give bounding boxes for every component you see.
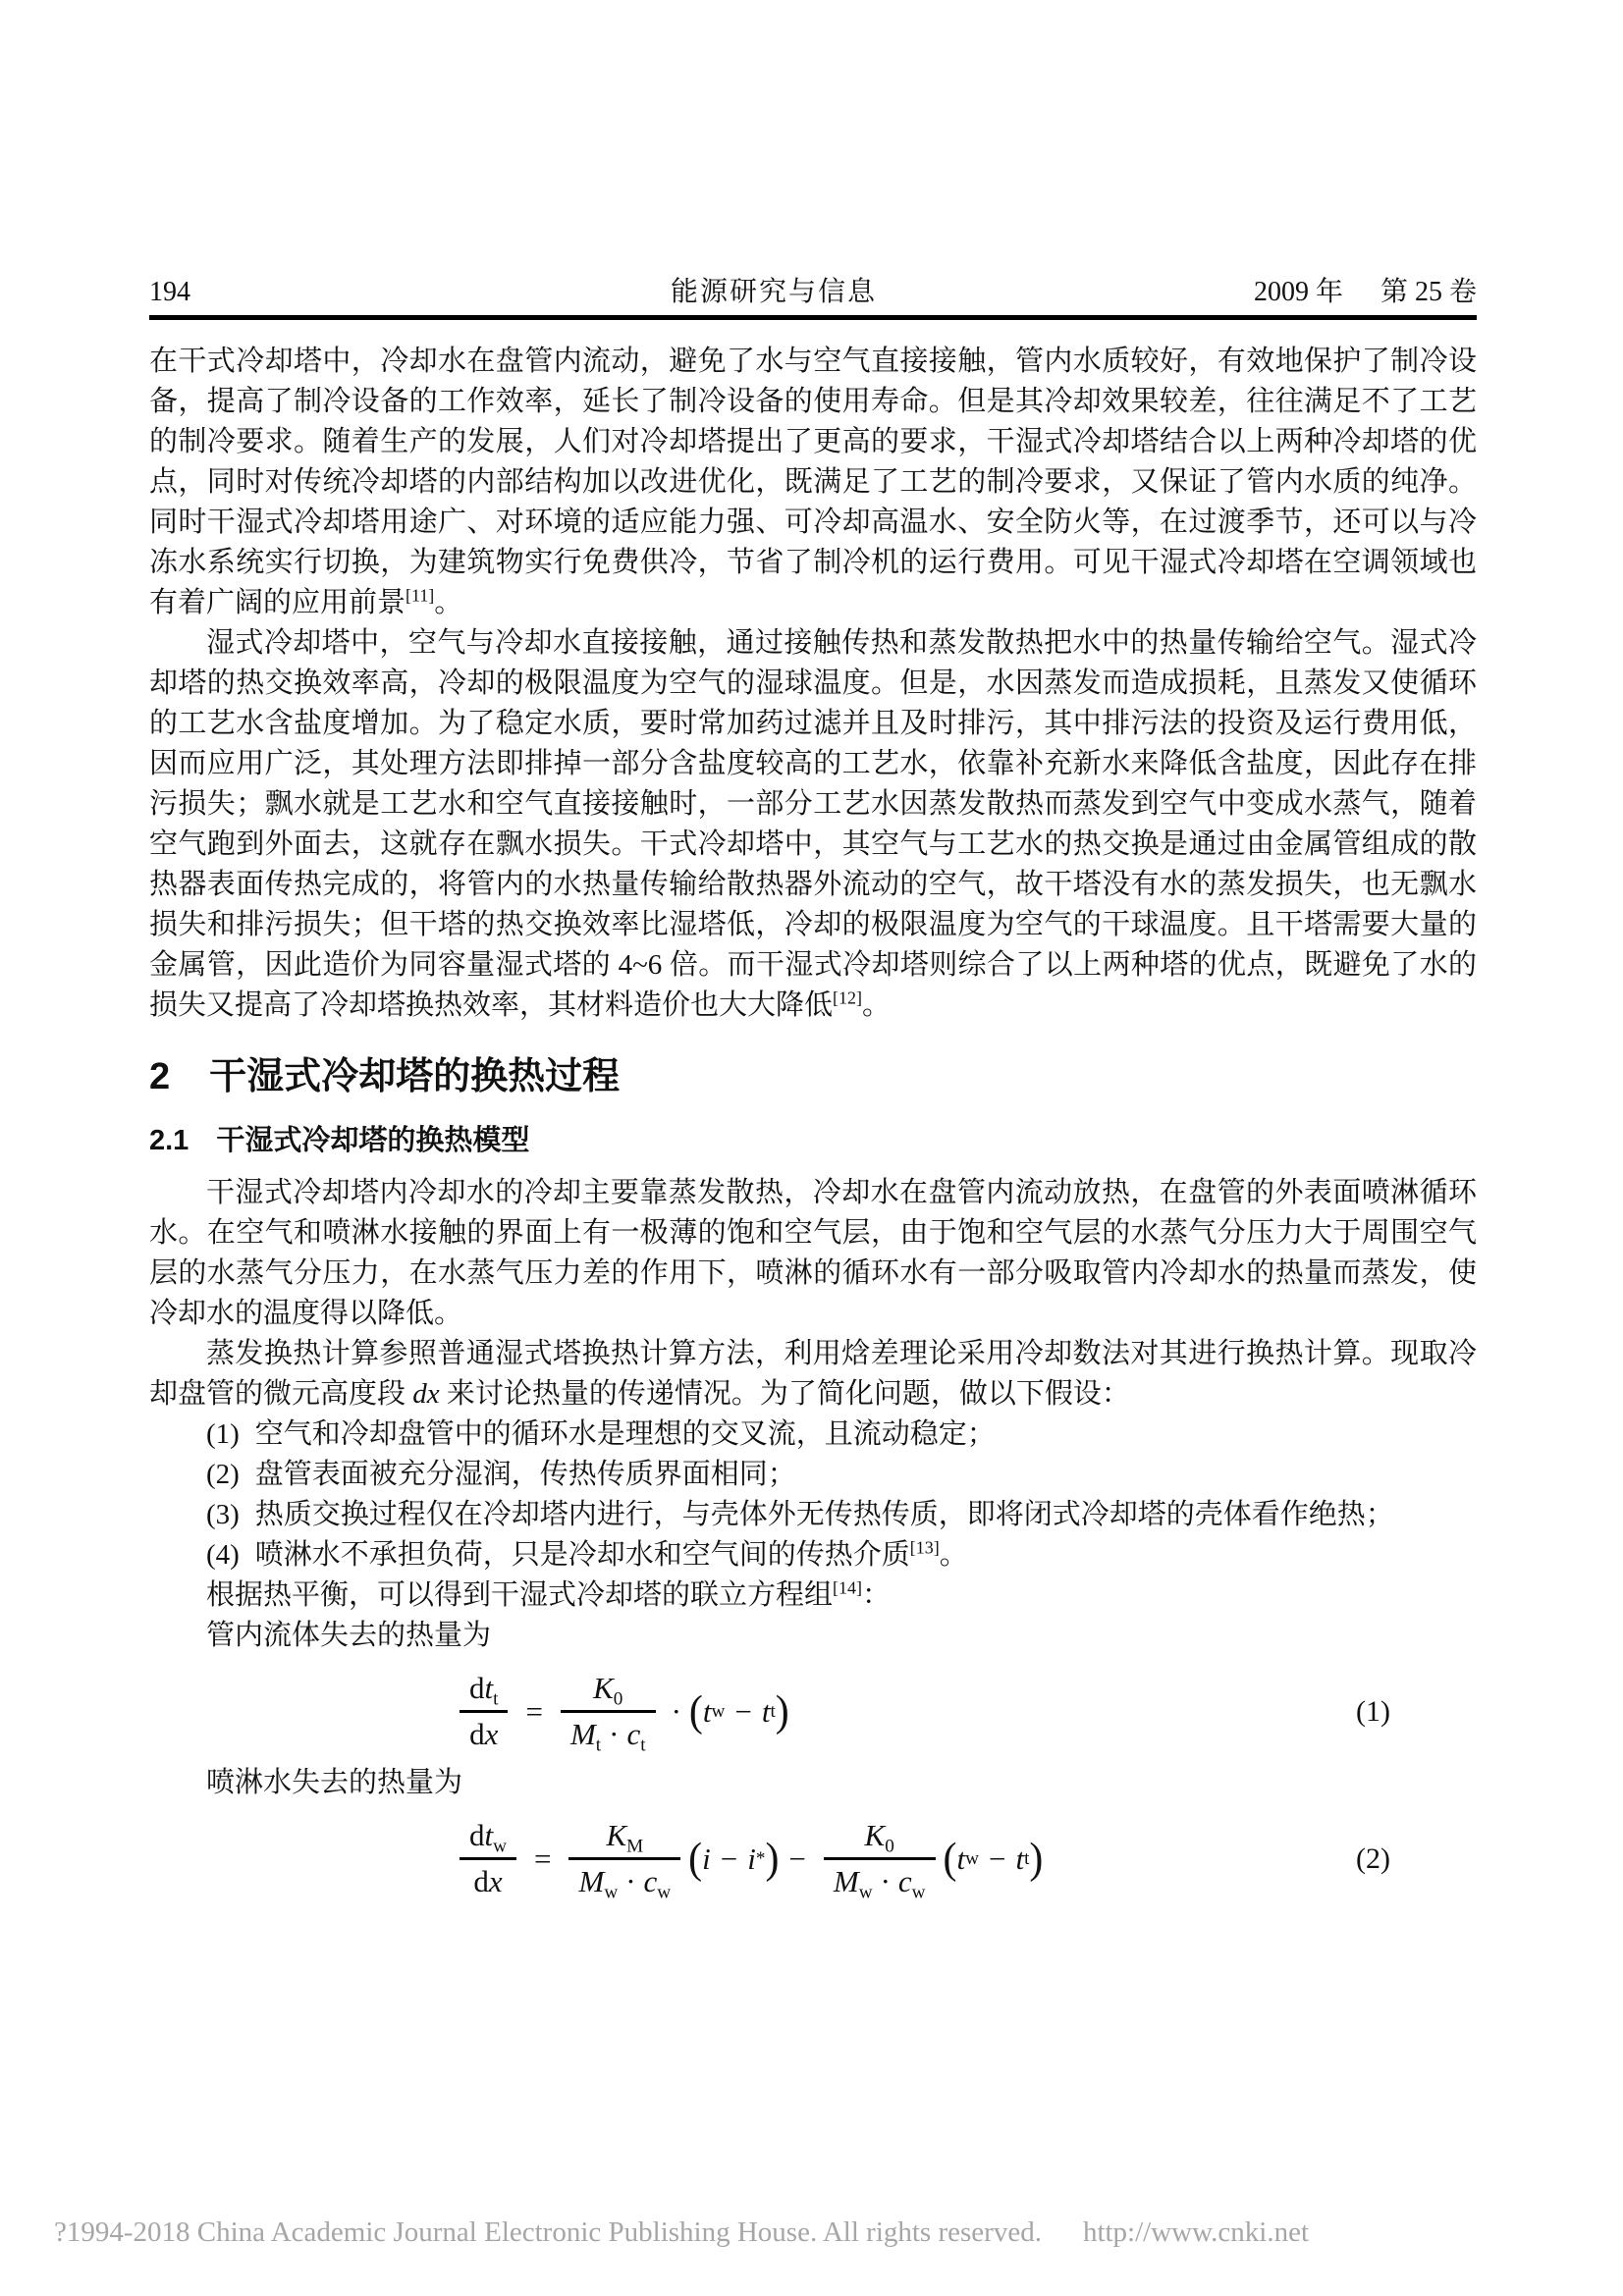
equation-2-number: (2) (1356, 1842, 1390, 1876)
page-content (149, 278, 1477, 1910)
eq-term: d (473, 1864, 489, 1899)
left-paren: ( (688, 1835, 703, 1883)
minus-sign: − (788, 1841, 806, 1876)
right-paren: ) (775, 1687, 789, 1735)
paragraph-text: 蒸发换热计算参照普通湿式塔换热计算方法，利用焓差理论采用冷却数法对其进行换热计算。现取冷却盘管的微元高度段 (149, 1338, 1477, 1410)
assumption-item-4 (149, 1535, 1477, 1575)
minus-sign: − (720, 1841, 738, 1876)
eq-subscript: w (493, 1836, 507, 1857)
eq-subscript: t (595, 1735, 602, 1756)
fraction-km-mwcw (568, 1817, 680, 1903)
list-text: 空气和冷却盘管中的循环水是理想的交叉流，且流动稳定； (254, 1418, 996, 1450)
journal-title: 能源研究与信息 (670, 277, 877, 307)
list-text: 。 (939, 1539, 968, 1571)
article-body (149, 342, 1477, 1903)
paragraph-eq1-intro (149, 1616, 1477, 1656)
eq-term: t (1015, 1841, 1025, 1876)
paragraph-text: 在干式冷却塔中，冷却水在盘管内流动，避免了水与空气直接接触，管内水质较好，有效地保护了制冷设备，提高了制冷设备的工作效率，延长了制冷设备的使用寿命。但是其冷却效果较差，往往满足不了工艺的制冷要求。随着生产的发展，人们对冷却塔提出了更高的要求，干湿式冷却塔结合以上两种冷却塔的优点，同时对传统冷却塔的内部结构加以改进优化，既满足了工艺的制冷要求，又保证了管内水质的纯净。同时干湿式冷却塔用途广、对环境的适应能力强、可冷却高温水、安全防火等，在过渡季节，还可以与冷冻水系统实行切换，为建筑物实行免费供冷，节省了制冷机的运行费用。可见干湿式冷却塔在空调领域也有着广阔的应用前景 (149, 346, 1477, 618)
paragraph-heat-balance (149, 1575, 1477, 1616)
reference-mark-12: [12] (833, 988, 862, 1008)
minus-sign: − (988, 1841, 1006, 1876)
fraction-dtt-dx (460, 1670, 508, 1753)
paragraph-text: ： (861, 1579, 891, 1611)
equation-1 (149, 1670, 1477, 1756)
running-header (149, 278, 1477, 307)
cnki-footer (54, 2216, 1309, 2249)
equals-sign: = (534, 1841, 552, 1876)
multiply-dot: · (625, 1864, 636, 1899)
variable-dx: dx (412, 1378, 440, 1410)
eq-subscript: t (640, 1735, 646, 1756)
list-text: 喷淋水不承担负荷，只是冷却水和空气间的传热介质 (254, 1539, 910, 1571)
page-number: 194 (149, 277, 190, 307)
eq-term: t (761, 1693, 771, 1729)
list-label: (4) (206, 1539, 240, 1571)
eq-term: M (833, 1864, 859, 1899)
fraction-k0-mtct (561, 1670, 656, 1756)
eq-term: t (702, 1693, 712, 1729)
eq-term: t (484, 1671, 494, 1705)
section-heading (149, 1055, 1477, 1098)
subsection-heading (149, 1124, 1477, 1157)
paragraph-text: 根据热平衡，可以得到干湿式冷却塔的联立方程组 (206, 1579, 834, 1611)
section-number: 2 (149, 1056, 171, 1097)
eq-subscript: 0 (885, 1836, 894, 1857)
eq-subscript: M (626, 1836, 644, 1857)
paragraph-calculation (149, 1334, 1477, 1415)
equation-2 (149, 1817, 1477, 1903)
eq-term: M (569, 1717, 596, 1752)
paragraph-dry-tower (149, 342, 1477, 623)
copyright-text: ?1994-2018 China Academic Journal Electronic Publishing House. All rights reserved. (54, 2216, 1042, 2248)
paragraph-text: 来讨论热量的传递情况。为了简化问题，做以下假设： (439, 1378, 1130, 1410)
right-paren: ) (1029, 1835, 1044, 1883)
paragraph-text: 喷淋水失去的热量为 (206, 1767, 463, 1799)
eq-term: M (578, 1864, 605, 1899)
assumption-item-2 (149, 1455, 1477, 1495)
eq-subscript: w (657, 1883, 672, 1903)
eq-term: d (469, 1717, 485, 1752)
fraction-k0-mwcw (824, 1817, 936, 1903)
list-text: 热质交换过程仅在冷却塔内进行，与壳体外无传热传质，即将闭式冷却塔的壳体看作绝热； (254, 1499, 1394, 1530)
assumption-item-1 (149, 1415, 1477, 1455)
header-rule (149, 315, 1477, 320)
right-paren: ) (765, 1835, 780, 1883)
issue-volume: 第 25 卷 (1380, 277, 1477, 307)
section-title: 干湿式冷却塔的换热过程 (209, 1056, 621, 1097)
paragraph-eq2-intro (149, 1763, 1477, 1803)
subsection-title: 干湿式冷却塔的换热模型 (216, 1125, 530, 1156)
list-text: 盘管表面被充分湿润，传热传质界面相同； (254, 1459, 796, 1490)
paragraph-text: 。 (861, 989, 891, 1021)
subsection-number: 2.1 (149, 1125, 189, 1156)
fraction-dtw-dx (460, 1817, 516, 1900)
reference-mark-11: [11] (406, 585, 435, 606)
assumption-item-3 (149, 1495, 1477, 1535)
list-label: (2) (206, 1459, 240, 1490)
eq-term: K (593, 1671, 614, 1705)
equals-sign: = (525, 1693, 543, 1729)
multiply-dot: · (609, 1717, 620, 1752)
paragraph-wet-tower (149, 623, 1477, 1026)
equation-2-expression: $\frac{dt_w}{dx}$ = $\frac{K_M}{M_w \cdot c_w}$ ( i − i * ) − $\frac{K_0}{M_w \cdot c_w}$ ( t w − t t ) (452, 1817, 1043, 1900)
paragraph-text: 湿式冷却塔中，空气与冷却水直接接触，通过接触传热和蒸发散热把水中的热量传输给空气。湿式冷却塔的热交换效率高，冷却的极限温度为空气的湿球温度。但是，水因蒸发而造成损耗，且蒸发又使循环的工艺水含盐度增加。为了稳定水质，要时常加药过滤并且及时排污，其中排污法的投资及运行费用低，因而应用广泛，其处理方法即排掉一部分含盐度较高的工艺水，依靠补充新水来降低含盐度，因此存在排污损失；飘水就是工艺水和空气直接接触时，一部分工艺水因蒸发散热而蒸发到空气中变成水蒸气，随着空气跑到外面去，这就存在飘水损失。干式冷却塔中，其空气与工艺水的热交换是通过由金属管组成的散热器表面传热完成的，将管内的水热量传输给散热器外流动的空气，故干塔没有水的蒸发损失，也无飘水损失和排污损失；但干塔的热交换效率比湿塔低，冷却的极限温度为空气的干球温度。且干塔需要大量的金属管，因此造价为同容量湿式塔的 4~6 倍。而干湿式冷却塔则综合了以上两种塔的优点，既避免了水的损失又提高了冷却塔换热效率，其材料造价也大大降低 (149, 627, 1477, 1021)
left-paren: ( (943, 1835, 957, 1883)
paragraph-text: 管内流体失去的热量为 (206, 1620, 492, 1651)
eq-term: x (484, 1717, 499, 1752)
eq-term: x (488, 1864, 503, 1899)
eq-term: c (643, 1864, 658, 1899)
reference-mark-14: [14] (833, 1577, 862, 1598)
eq-term: d (469, 1671, 485, 1705)
eq-term: K (606, 1818, 627, 1853)
paragraph-text: 干湿式冷却塔内冷却水的冷却主要靠蒸发散热，冷却水在盘管内流动放热，在盘管的外表面喷淋循环水。在空气和喷淋水接触的界面上有一极薄的饱和空气层，由于饱和空气层的水蒸气分压力大于周围空气层的水蒸气分压力，在水蒸气压力差的作用下，喷淋的循环水有一部分吸取管内冷却水的热量而蒸发，使冷却水的温度得以降低。 (149, 1177, 1477, 1329)
list-label: (3) (206, 1499, 240, 1530)
eq-subscript: w (604, 1883, 619, 1903)
equation-1-expression: $\frac{dt_t}{dx}$ = $\frac{K_0}{M_t \cdot c_t}$ · ( t w − t t ) (452, 1670, 789, 1753)
eq-term: d (469, 1818, 485, 1853)
multiply-dot: · (671, 1693, 681, 1729)
eq-term: c (626, 1717, 641, 1752)
eq-term: K (864, 1818, 886, 1853)
eq-term: t (956, 1841, 966, 1876)
cnki-url: http://www.cnki.net (1082, 2216, 1310, 2248)
issue-year: 2009 年 (1253, 277, 1343, 307)
multiply-dot: · (880, 1864, 891, 1899)
eq-subscript: 0 (613, 1688, 623, 1710)
left-paren: ( (688, 1687, 703, 1735)
eq-term: i (702, 1841, 711, 1876)
eq-term: c (897, 1864, 912, 1899)
list-label: (1) (206, 1418, 240, 1450)
eq-term: t (484, 1818, 494, 1853)
issue-info (1182, 278, 1477, 307)
eq-term: i (747, 1841, 756, 1876)
reference-mark-13: [13] (909, 1537, 940, 1558)
paragraph-heat-model (149, 1173, 1477, 1334)
equation-1-number: (1) (1356, 1695, 1390, 1729)
eq-subscript: t (493, 1688, 499, 1710)
eq-subscript: w (911, 1883, 926, 1903)
minus-sign: − (734, 1693, 752, 1729)
paragraph-text: 。 (434, 587, 463, 618)
eq-subscript: w (858, 1883, 873, 1903)
